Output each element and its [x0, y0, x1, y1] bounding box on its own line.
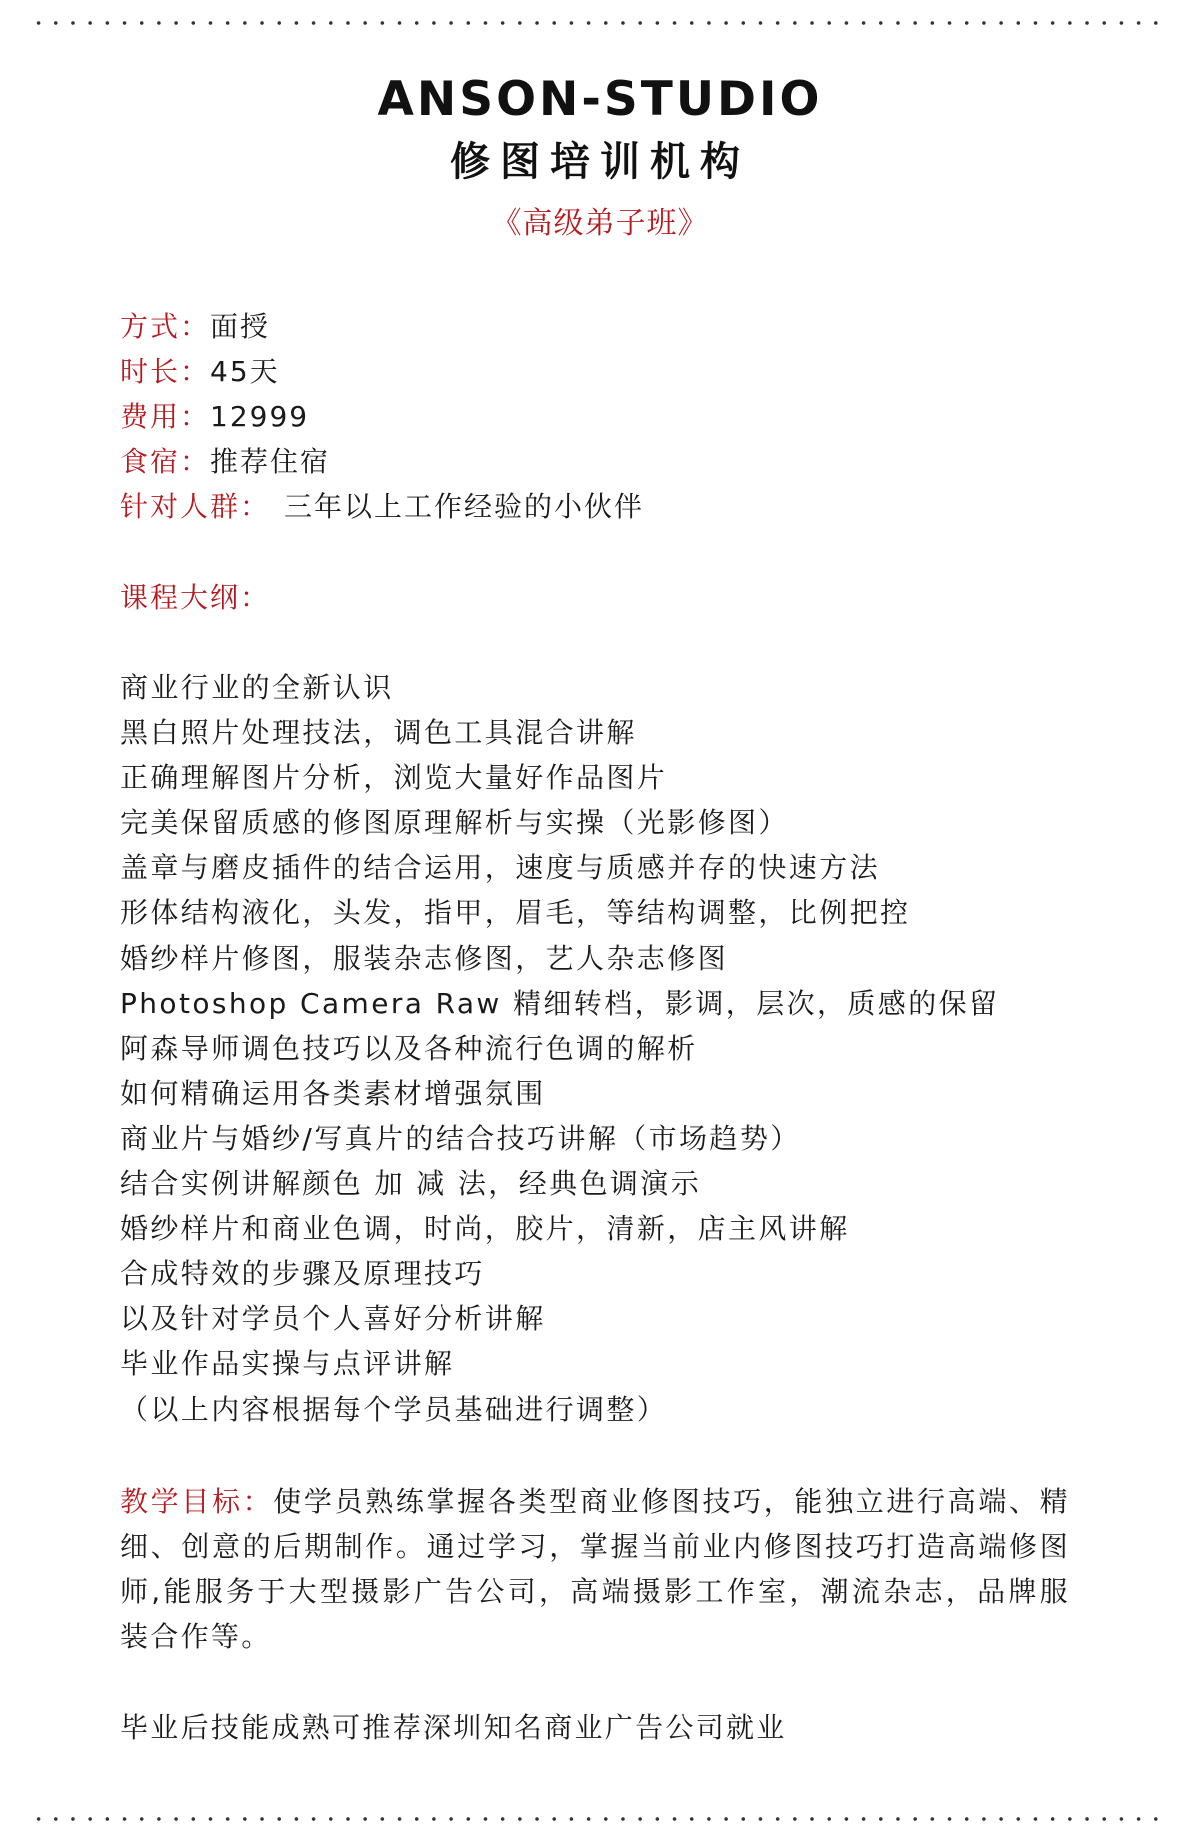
list-item: 阿森导师调色技巧以及各种流行色调的解析 — [120, 1031, 698, 1065]
list-item: 以及针对学员个人喜好分析讲解 — [120, 1302, 546, 1336]
list-item: 商业行业的全新认识 — [120, 671, 394, 704]
list-item: 合成特效的步骤及原理技巧 — [120, 1257, 485, 1291]
employment-note: 毕业后技能成熟可推荐深圳知名商业广告公司就业 — [120, 1711, 787, 1744]
goal-label: 教学目标： — [120, 1485, 274, 1518]
info-row-fee — [120, 394, 1100, 439]
brand-title: ANSON-STUDIO — [377, 72, 823, 127]
list-item: 形体结构液化，头发，指甲，眉毛，等结构调整，比例把控 — [120, 896, 911, 930]
list-item: （以上内容根据每个学员基础进行调整） — [120, 1392, 668, 1426]
info-row-lodging — [120, 439, 1100, 484]
info-label: 针对人群： — [120, 490, 271, 523]
info-row-method — [120, 304, 1100, 349]
info-label: 食宿： — [120, 445, 211, 478]
info-value: 45天 — [210, 355, 280, 388]
list-item: 商业片与婚纱/写真片的结合技巧讲解（市场趋势） — [120, 1121, 801, 1155]
top-dotted-divider — [30, 20, 1170, 26]
list-item: 毕业作品实操与点评讲解 — [120, 1347, 455, 1381]
list-item: 正确理解图片分析，浏览大量好作品图片 — [120, 761, 668, 795]
info-row-duration — [120, 349, 1100, 394]
list-item: 完美保留质感的修图原理解析与实操（光影修图） — [120, 806, 789, 840]
info-value: 三年以上工作经验的小伙伴 — [284, 490, 645, 523]
outline-title: 课程大纲： — [120, 581, 271, 614]
info-value: 面授 — [210, 310, 271, 343]
teaching-goal — [120, 1479, 1070, 1659]
list-item: 婚纱样片和商业色调，时尚，胶片，清新，店主风讲解 — [120, 1212, 850, 1246]
info-row-audience — [120, 484, 1100, 529]
info-label: 费用： — [120, 400, 211, 433]
list-item: 如何精确运用各类素材增强氛围 — [120, 1076, 546, 1110]
goal-text: 使学员熟练掌握各类型商业修图技巧，能独立进行高端、精细、创意的后期制作。通过学习，掌握当前业内修图技巧打造高端修图师,能服务于大型摄影广告公司，高端摄影工作室，潮流杂志，品牌服装合作等。 — [120, 1485, 1070, 1653]
course-info — [120, 304, 1100, 529]
info-value: 12999 — [210, 400, 310, 433]
list-item: 黑白照片处理技法，调色工具混合讲解 — [120, 716, 637, 750]
info-value: 推荐住宿 — [210, 445, 331, 478]
list-item: 婚纱样片修图，服装杂志修图，艺人杂志修图 — [120, 941, 729, 975]
list-item: 盖章与磨皮插件的结合运用，速度与质感并存的快速方法 — [120, 851, 881, 885]
course-outline-list — [120, 665, 1100, 1432]
list-item: Photoshop Camera Raw 精细转档，影调，层次，质感的保留 — [120, 986, 1000, 1020]
info-label: 时长： — [120, 355, 211, 388]
course-name: 《高级弟子班》 — [491, 206, 709, 241]
info-label: 方式： — [120, 310, 211, 343]
brand-subtitle: 修图培训机构 — [450, 139, 750, 185]
list-item: 结合实例讲解颜色 加 减 法，经典色调演示 — [120, 1167, 702, 1201]
bottom-dotted-divider — [30, 1816, 1170, 1822]
